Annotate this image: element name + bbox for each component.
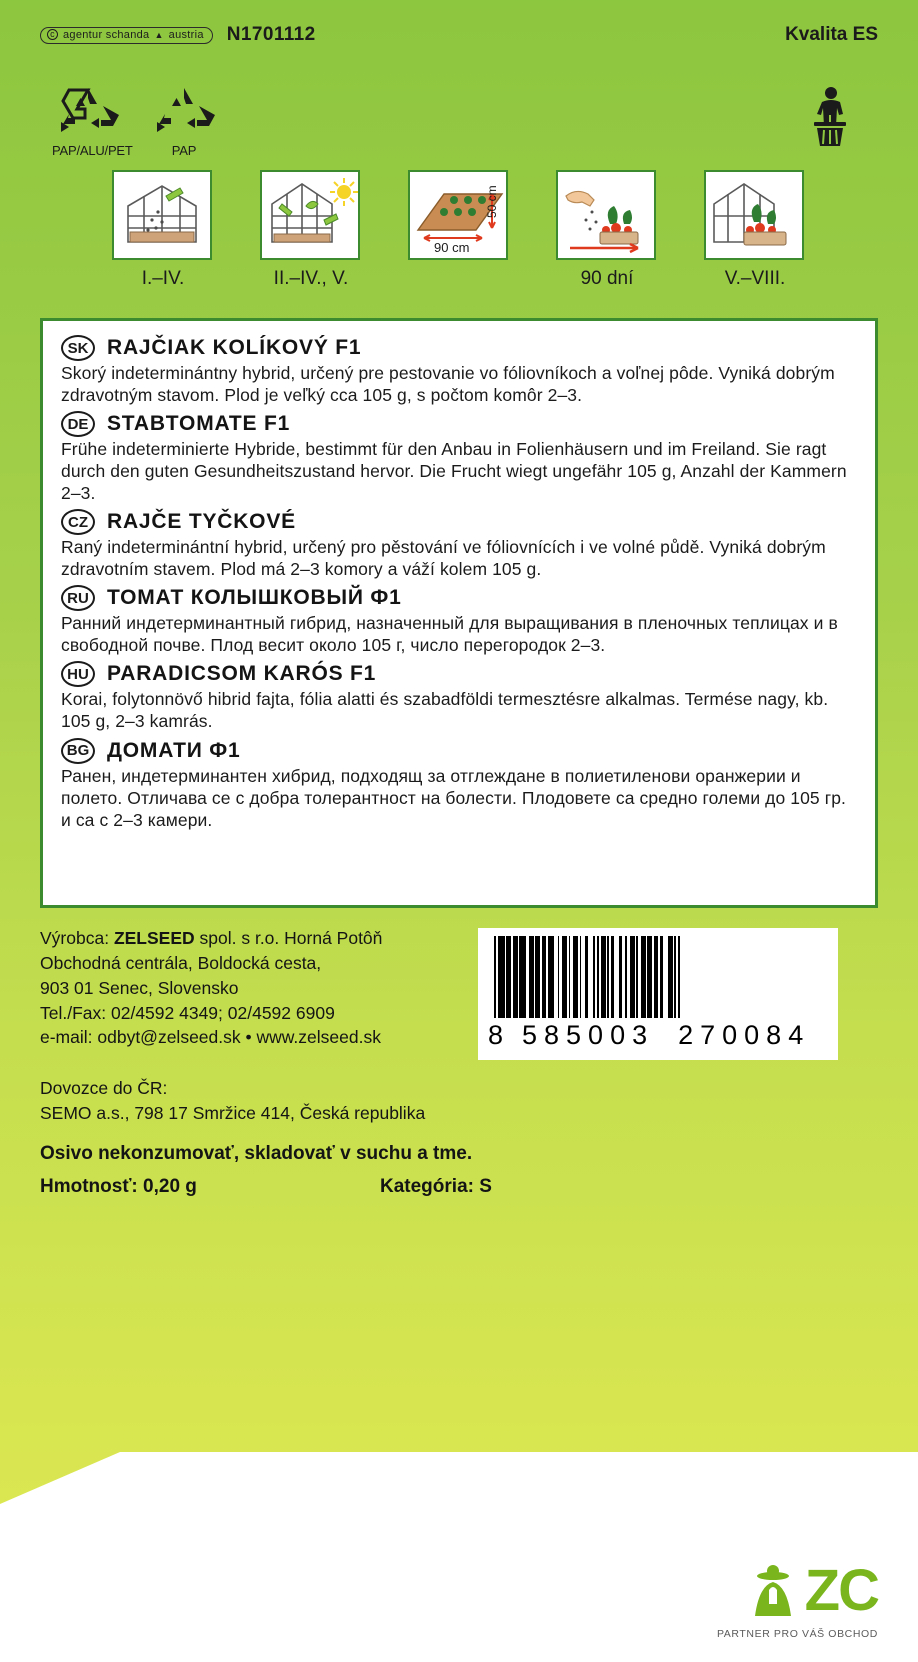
- article-code: N1701112: [226, 24, 316, 45]
- variety-description: Frühe indeterminierte Hybride, bestimmt für den Anbau in Folienhäusern und im Freiland. Sie ragt durch den guten Gesundheitszustand hervor. Die Frucht wiegt ungefähr 105 g, Anzahl der Kammern 2–3.: [61, 439, 847, 504]
- gardener-icon: [745, 1560, 801, 1622]
- language-header: [61, 509, 857, 535]
- logo-text: ZC: [804, 1558, 878, 1623]
- variety-title: STABTOMATE F1: [107, 412, 291, 436]
- pictogram-transplant: [260, 170, 362, 290]
- language-badge: SK: [61, 335, 95, 361]
- pictogram-harvest-months: [704, 170, 806, 290]
- recycling-label: PAP/ALU/PET: [52, 143, 133, 158]
- producer-line-1: [40, 926, 470, 951]
- language-block-hu: [61, 661, 857, 732]
- language-block-cz: [61, 509, 857, 580]
- variety-title: ДОМАТИ Ф1: [107, 738, 241, 762]
- producer-line-3: 903 01 Senec, Slovensko: [40, 977, 239, 998]
- net-weight: Hmotnosť: 0,20 g: [40, 1176, 197, 1197]
- language-badge: DE: [61, 411, 95, 437]
- pictogram-spacing: [408, 170, 510, 290]
- variety-title: RAJČE TYČKOVÉ: [107, 510, 296, 534]
- pictogram-caption: 90 dní: [580, 268, 634, 289]
- barcode-bars: [494, 936, 828, 1018]
- variety-description: Skorý indeterminántny hybrid, určený pre pestovanie vo fóliovníkoch a voľnej pôde. Vyniká dobrým zdravotným stavom. Plod je veľký cca 105 g, s počtom komôr 2–3.: [61, 363, 835, 406]
- agency-name: agentur schanda: [63, 28, 150, 41]
- harvest-basket-icon: [704, 170, 804, 260]
- recycle-icon: [151, 84, 217, 136]
- barcode-first-digit: 8: [488, 1020, 505, 1050]
- language-block-bg: [61, 738, 857, 831]
- language-block-ru: [61, 585, 857, 656]
- recycling-mark-pap-alu-pet: [52, 84, 133, 158]
- language-header: [61, 335, 857, 361]
- austria-flag-icon: ▲: [154, 29, 164, 40]
- producer-contact: e-mail: odbyt@zelseed.sk • www.zelseed.sk: [40, 1027, 381, 1048]
- harvest-hand-icon: [556, 170, 656, 260]
- seed-category: Kategória: S: [380, 1176, 492, 1197]
- language-block-sk: [61, 335, 857, 406]
- logo-tagline: PARTNER PRO VÁŠ OBCHOD: [716, 1628, 878, 1640]
- spacing-row-label: 90 cm: [434, 240, 470, 255]
- barcode: [478, 928, 838, 1060]
- variety-description: Raný indeterminántní hybrid, určený pro pěstování ve fóliovnících i ve volné půdě. Vyniká dobrým zdravotním stavem. Plod má 2–3 komory a váží kolem 105 g.: [61, 537, 826, 580]
- top-bar-left: [40, 24, 316, 46]
- producer-phone: Tel./Fax: 02/4592 4349; 02/4592 6909: [40, 1002, 335, 1023]
- variety-title: PARADICSOM KARÓS F1: [107, 662, 377, 686]
- pictogram-caption: I.–IV.: [141, 268, 185, 289]
- company-logo: [678, 1560, 878, 1640]
- pictogram-harvest-days: [556, 170, 658, 290]
- logo-row: [678, 1560, 878, 1622]
- language-header: [61, 661, 857, 687]
- language-badge: HU: [61, 661, 95, 687]
- variety-description: Korai, folytonnövő hibrid fajta, fólia alatti és szabadföldi termesztésre alkalmas. Termése nagy, kb. 105 g, 2–3 kamrás.: [61, 689, 829, 732]
- recycling-mark-pap: [148, 84, 220, 158]
- producer-company: ZELSEED: [113, 928, 195, 948]
- language-block-de: [61, 411, 857, 504]
- producer-address-1: spol. s r.o. Horná Potôň: [194, 928, 383, 948]
- top-bar: [40, 18, 878, 52]
- language-badge: CZ: [61, 509, 95, 535]
- variety-description: Ранен, индетерминантен хибрид, подходящ за отглеждане в полиетиленови оранжерии и полето. Отличава се с добра толерантност на болести. Плодовете са средно големи до 105 гр. и са с 2–3 камери.: [61, 765, 846, 830]
- barcode-group-2: 270084: [678, 1020, 811, 1050]
- language-header: [61, 738, 857, 764]
- weight-category-row: [40, 1176, 600, 1198]
- agency-stamp: [40, 27, 213, 44]
- pictogram-sowing: [112, 170, 214, 290]
- pictogram-caption: II.–IV., V.: [273, 268, 349, 289]
- storage-warning: Osivo nekonzumovať, skladovať v suchu a tme.: [40, 1143, 473, 1164]
- language-badge: RU: [61, 585, 95, 611]
- spacing-col-label: 50 cm: [485, 185, 499, 218]
- recycling-label: PAP: [171, 143, 197, 158]
- language-header: [61, 411, 857, 437]
- agency-country: austria: [168, 28, 204, 41]
- pictogram-row: [0, 170, 918, 290]
- producer-block: [40, 926, 470, 1050]
- variety-title: ТОМАТ КОЛЫШКОВЫЙ Ф1: [107, 586, 402, 610]
- importer-address: SEMO a.s., 798 17 Smržice 414, Česká republika: [40, 1102, 426, 1123]
- producer-prefix: Výrobca:: [40, 928, 114, 948]
- recycle-icon: [55, 84, 121, 136]
- language-header: [61, 585, 857, 611]
- sowing-greenhouse-icon: [112, 170, 212, 260]
- spacing-field-icon: [408, 170, 508, 260]
- variety-description: Ранний индетерминантный гибрид, назначенный для выращивания в пленочных теплицах и в свободной почве. Плод весит около 105 г, число перегородок 2–3.: [61, 613, 838, 656]
- language-badge: BG: [61, 738, 95, 764]
- producer-line-2: Obchodná centrála, Boldocká cesta,: [40, 952, 322, 973]
- importer-title: Dovozce do ČR:: [40, 1078, 168, 1098]
- quality-label: Kvalita ES: [785, 24, 878, 45]
- copyright-icon: c: [47, 29, 58, 40]
- description-box: [40, 318, 878, 908]
- barcode-group-1: 585003: [522, 1020, 655, 1050]
- barcode-digits: [488, 1020, 828, 1051]
- litter-bin-icon: [804, 86, 856, 148]
- variety-title: RAJČIAK KOLÍKOVÝ F1: [107, 336, 362, 359]
- transplant-greenhouse-icon: [260, 170, 360, 260]
- pictogram-caption: V.–VIII.: [724, 268, 786, 289]
- recycling-marks: [52, 84, 220, 158]
- importer-block: [40, 1076, 540, 1126]
